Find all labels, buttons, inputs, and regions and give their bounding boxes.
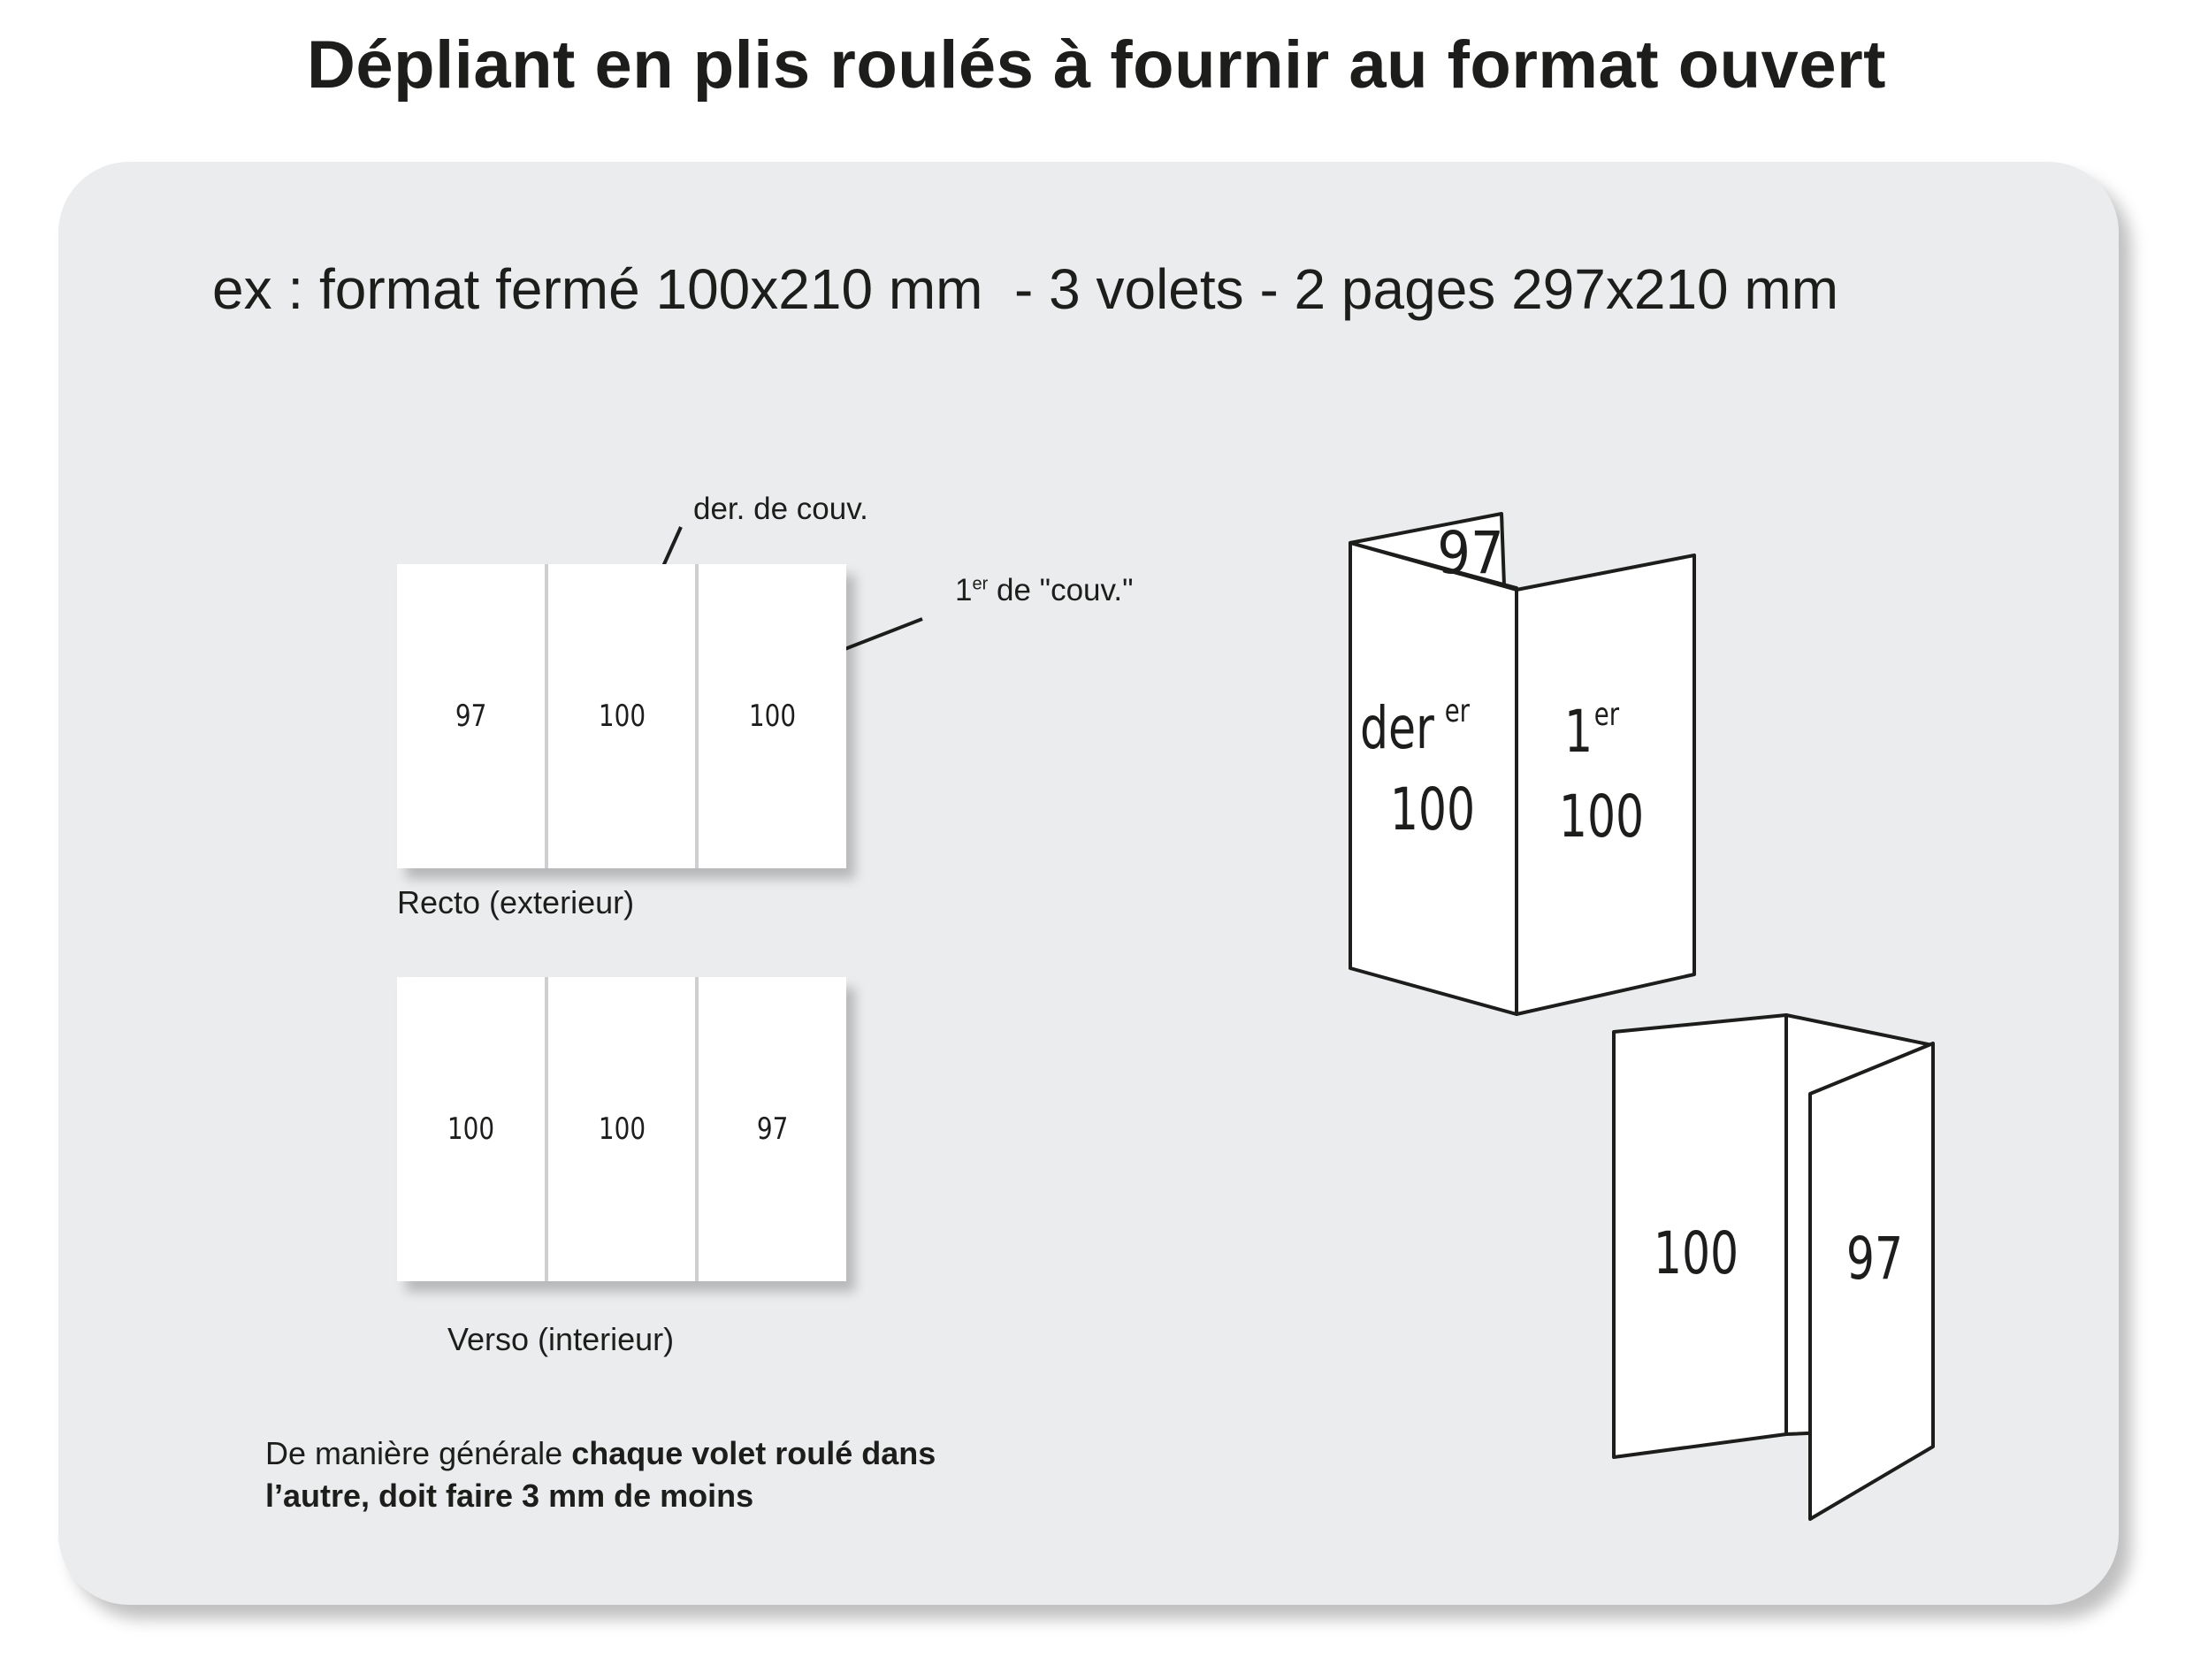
verso-panel: 100 bbox=[397, 977, 545, 1281]
verso-panel: 100 bbox=[548, 977, 696, 1281]
bottom-left-number: 100 bbox=[1653, 1219, 1739, 1288]
recto-caption: Recto (exterieur) bbox=[397, 884, 635, 920]
top-left-number: 100 bbox=[1389, 775, 1476, 844]
recto-panel: 97 bbox=[397, 564, 545, 868]
top-flap-number: 97 bbox=[1437, 519, 1504, 587]
bottom-right-number: 97 bbox=[1845, 1225, 1904, 1294]
example-format-text: ex : format fermé 100x210 mm - 3 volets - 2 pages 297x210 mm bbox=[212, 257, 1839, 321]
recto-panel: 100 bbox=[548, 564, 696, 868]
first-cover-label: 1er de "couv." bbox=[955, 573, 1134, 607]
top-right-word: 1er bbox=[1563, 695, 1620, 767]
top-right-number: 100 bbox=[1558, 783, 1645, 851]
verso-caption: Verso (interieur) bbox=[447, 1321, 675, 1357]
recto-panel: 100 bbox=[699, 564, 846, 868]
verso-panel: 97 bbox=[699, 977, 846, 1281]
page-title: Dépliant en plis roulés à fournir au format ouvert bbox=[307, 27, 1886, 103]
top-left-word: der $^{er}$ bbox=[1360, 691, 1470, 763]
back-cover-label: der. de couv. bbox=[693, 492, 868, 526]
general-rule-note: De manière générale chaque volet roulé dans l’autre, doit faire 3 mm de moins bbox=[265, 1435, 936, 1514]
